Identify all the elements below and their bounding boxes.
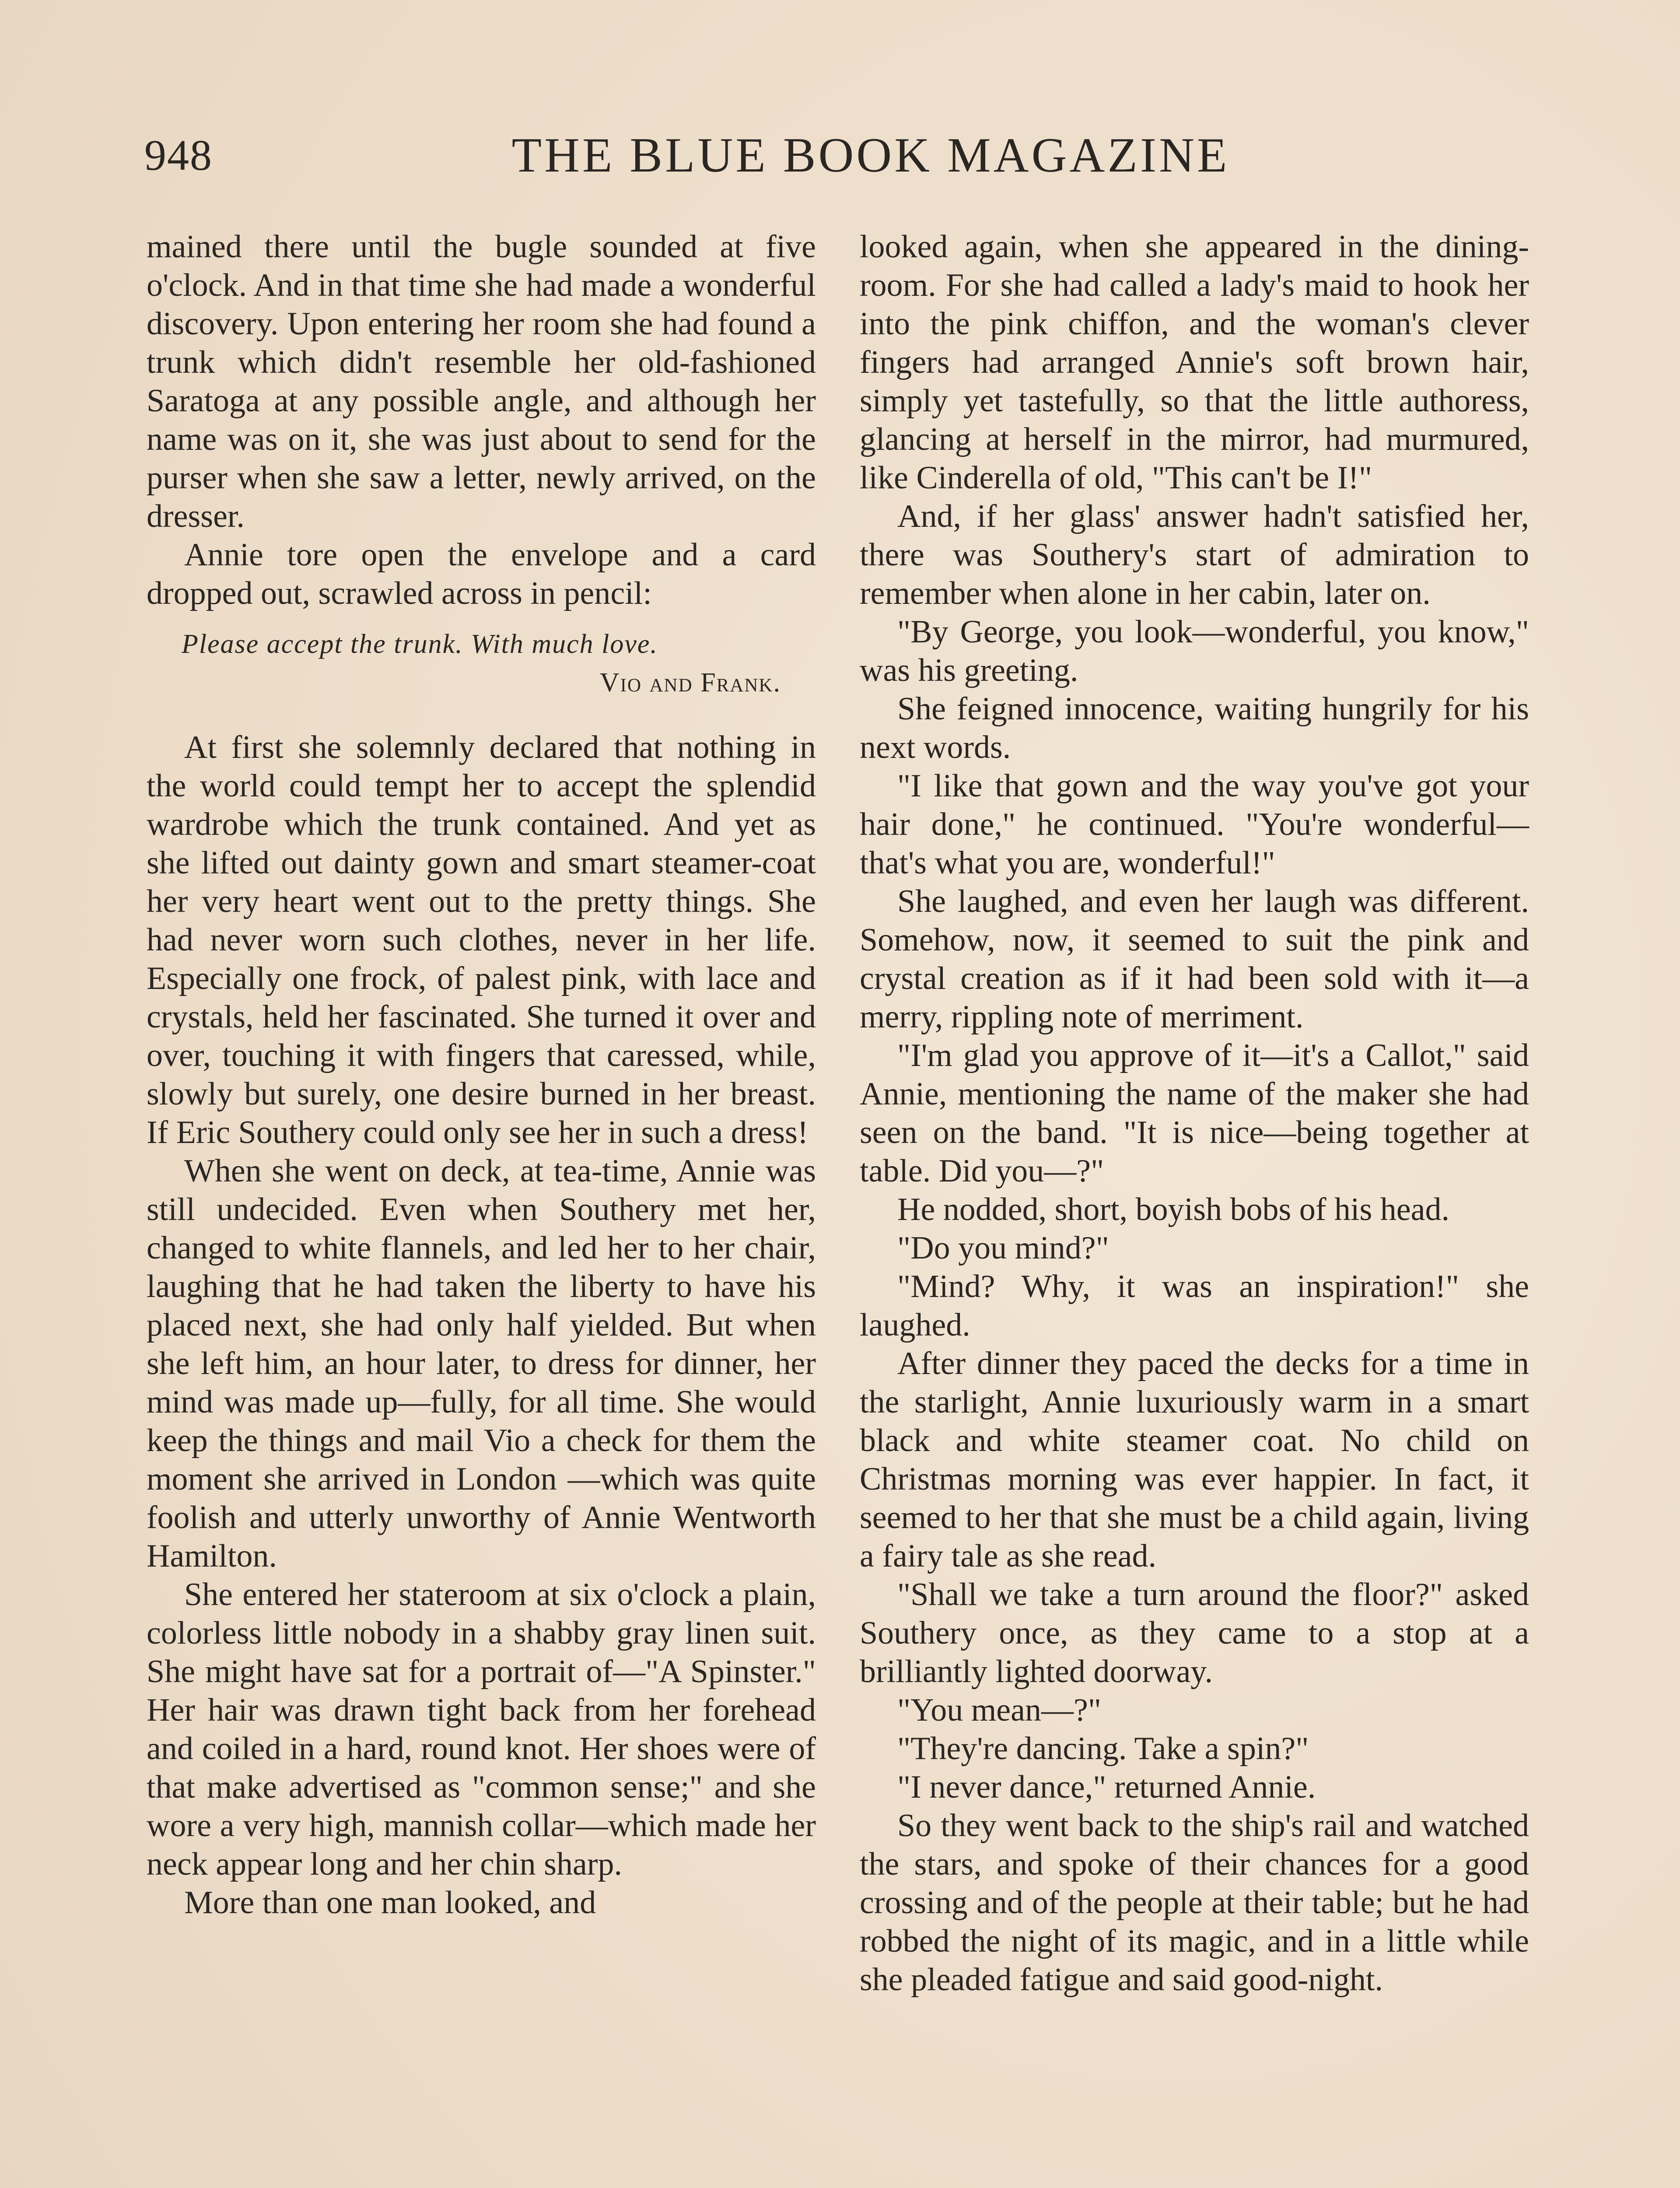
paragraph: "I never dance," returned Annie.: [897, 1769, 1316, 1805]
paragraph: More than one man looked, and: [184, 1885, 596, 1921]
left-column: [147, 228, 816, 1922]
paragraph: She feigned innocence, waiting hungrily for his next words.: [860, 691, 1529, 765]
paragraph: "They're dancing. Take a spin?": [897, 1731, 1309, 1767]
paragraph: "I like that gown and the way you've got your hair done," he continued. "You're wonderful—that's what you are, wonderful!": [860, 768, 1529, 881]
paragraph: She entered her stateroom at six o'clock a plain, colorless little nobody in a shabby gray linen suit. She might have sat for a portrait of—"A Spinster." Her hair was drawn tight back from her forehead and coiled in a hard, round knot. Her shoes were of that make advertised as "common sense;" and she wore a very high, mannish collar—which made her neck appear long and her chin sharp.: [147, 1577, 816, 1882]
paragraph: She laughed, and even her laugh was different. Somehow, now, it seemed to suit the pink and crystal creation as if it had been sold with it—a merry, rippling note of merriment.: [860, 884, 1529, 1035]
paragraph: "I'm glad you approve of it—it's a Callot," said Annie, mentioning the name of the maker she had seen on the band. "It is nice—being together at table. Did you—?": [860, 1038, 1529, 1189]
letter-signature: Vio and Frank.: [599, 668, 781, 698]
letter-card: [147, 625, 816, 702]
paragraph: When she went on deck, at tea-time, Annie was still undecided. Even when Southery met her, changed to white flannels, and led her to her chair, laughing that he had taken the liberty to have his placed next, she had only half yielded. But when she left him, an hour later, to dress for dinner, her mind was made up—fully, for all time. She would keep the things and mail Vio a check for them the moment she arrived in London —which was quite foolish and utterly unworthy of Annie Wentworth Hamilton.: [147, 1153, 816, 1574]
paragraph: He nodded, short, boyish bobs of his head.: [897, 1192, 1449, 1227]
paragraph: "You mean—?": [897, 1692, 1102, 1728]
paragraph: "Mind? Why, it was an inspiration!" she laughed.: [860, 1269, 1529, 1343]
paragraph: At first she solemnly declared that nothing in the world could tempt her to accept the splendid wardrobe which the trunk contained. And yet as she lifted out dainty gown and smart steamer-coat her very heart went out to the pretty things. She had never worn such clothes, never in her life. Especially one frock, of palest pink, with lace and crystals, held her fascinated. She turned it over and over, touching it with fingers that caressed, while, slowly but surely, one desire burned in her breast. If Eric Southery could only see her in such a dress!: [147, 729, 816, 1150]
paragraph: So they went back to the ship's rail and watched the stars, and spoke of their chances for a good crossing and of the people at their table; but he had robbed the night of its magic, and in a little while she pleaded fatigue and said good-night.: [860, 1808, 1529, 1998]
magazine-title: THE BLUE BOOK MAGAZINE: [511, 128, 1230, 182]
paragraph: After dinner they paced the decks for a time in the starlight, Annie luxuriously warm in a smart black and white steamer coat. No child on Christmas morning was ever happier. In fact, it seemed to her that she must be a child again, living a fairy tale as she read.: [860, 1346, 1529, 1574]
paragraph: Annie tore open the envelope and a card dropped out, scrawled across in pencil:: [147, 537, 816, 611]
letter-text: Please accept the trunk. With much love.: [182, 629, 658, 659]
paragraph: "Do you mind?": [897, 1230, 1109, 1266]
paragraph: mained there until the bugle sounded at five o'clock. And in that time she had made a wonderful discovery. Upon entering her room she had found a trunk which didn't resemble her old-fashioned Saratoga at any possible angle, and although her name was on it, she was just about to send for the purser when she saw a letter, newly arrived, on the dresser.: [147, 229, 816, 534]
right-column: [860, 228, 1529, 1999]
page-number: 948: [144, 131, 213, 179]
paragraph: "Shall we take a turn around the floor?" asked Southery once, as they came to a stop at a brilliantly lighted doorway.: [860, 1577, 1529, 1690]
page-header: [144, 127, 1544, 193]
paragraph: "By George, you look—wonderful, you know," was his greeting.: [860, 614, 1529, 688]
paragraph: looked again, when she appeared in the dining-room. For she had called a lady's maid to hook her into the pink chiffon, and the woman's clever fingers had arranged Annie's soft brown hair, simply yet tastefully, so that the little authoress, glancing at herself in the mirror, had murmured, like Cinderella of old, "This can't be I!": [860, 229, 1529, 496]
paragraph: And, if her glass' answer hadn't satisfied her, there was Southery's start of admiration to remember when alone in her cabin, later on.: [860, 498, 1529, 611]
